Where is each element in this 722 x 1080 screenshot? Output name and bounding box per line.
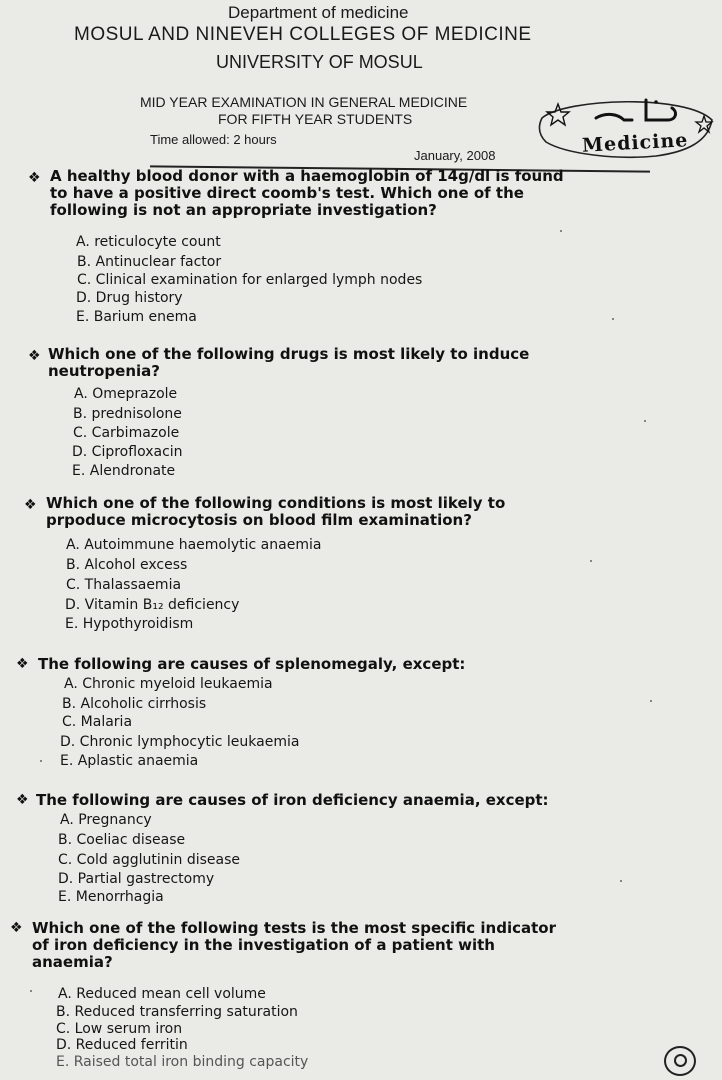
diamond-bullet-icon: ❖	[24, 497, 37, 513]
option-a: A. Pregnancy	[60, 812, 152, 828]
department-name: Department of medicine	[228, 3, 409, 22]
option-d: D. Drug history	[76, 290, 183, 306]
option-d: D. Reduced ferritin	[56, 1037, 188, 1053]
option-b: B. Coeliac disease	[58, 832, 186, 848]
option-e: E. Barium enema	[76, 309, 197, 325]
diamond-bullet-icon: ❖	[16, 792, 29, 808]
option-d: D. Ciprofloxacin	[72, 444, 183, 460]
option-c: C. Thalassaemia	[66, 577, 182, 593]
option-a: A. reticulocyte count	[76, 234, 221, 250]
logo-word: Medicine	[581, 129, 689, 157]
option-d: D. Partial gastrectomy	[58, 871, 215, 887]
option-e: E. Aplastic anaemia	[60, 753, 199, 769]
exam-title: MID YEAR EXAMINATION IN GENERAL MEDICINE	[140, 94, 468, 110]
medicine-logo	[536, 90, 716, 160]
question-text: A healthy blood donor with a haemoglobin of 14g/dl is found to have a positive direct coomb's test. Which one of the following is not an appropriate investigation?	[50, 167, 564, 219]
option-a: A. Autoimmune haemolytic anaemia	[66, 537, 322, 553]
option-b: B. Alcoholic cirrhosis	[62, 696, 207, 712]
option-e: E. Menorrhagia	[58, 889, 164, 905]
option-d: D. Vitamin B₁₂ deficiency	[65, 597, 240, 613]
option-a: A. Omeprazole	[74, 386, 178, 402]
diamond-bullet-icon: ❖	[10, 920, 23, 936]
question-text: Which one of the following conditions is most likely to prpoduce microcytosis on blood film examination?	[46, 494, 506, 529]
option-c: C. Clinical examination for enlarged lymph nodes	[77, 272, 423, 288]
question-text: Which one of the following drugs is most likely to induce neutropenia?	[48, 345, 530, 380]
college-name: MOSUL AND NINEVEH COLLEGES OF MEDICINE	[74, 24, 532, 45]
option-e: E. Raised total iron binding capacity	[56, 1054, 309, 1070]
option-a: A. Chronic myeloid leukaemia	[64, 676, 273, 692]
question-text: The following are causes of splenomegaly, except:	[38, 655, 466, 673]
option-b: B. prednisolone	[73, 406, 182, 422]
option-a: A. Reduced mean cell volume	[58, 986, 266, 1002]
star-icon	[547, 104, 569, 125]
diamond-bullet-icon: ❖	[28, 348, 41, 364]
scan-speck	[620, 880, 622, 882]
scan-speck	[644, 420, 646, 422]
option-b: B. Alcohol excess	[66, 557, 188, 573]
option-c: C. Carbimazole	[73, 425, 180, 441]
university-name: UNIVERSITY OF MOSUL	[216, 52, 423, 72]
time-allowed: Time allowed: 2 hours	[150, 132, 277, 147]
scan-speck	[590, 560, 592, 562]
option-b: B. Reduced transferring saturation	[56, 1004, 298, 1020]
scan-speck	[30, 990, 32, 992]
scan-speck	[650, 700, 652, 702]
scan-speck	[40, 760, 42, 762]
option-e: E. Alendronate	[72, 463, 176, 479]
option-c: C. Malaria	[62, 714, 133, 730]
option-b: B. Antinuclear factor	[77, 254, 222, 270]
option-e: E. Hypothyroidism	[65, 616, 194, 632]
student-year: FOR FIFTH YEAR STUDENTS	[218, 111, 413, 127]
exam-date: January, 2008	[414, 148, 496, 163]
option-c: C. Cold agglutinin disease	[58, 852, 240, 868]
diamond-bullet-icon: ❖	[28, 170, 41, 186]
page-stamp	[664, 1046, 696, 1076]
scan-speck	[560, 230, 562, 232]
question-text: The following are causes of iron deficiency anaemia, except:	[36, 791, 549, 809]
scan-speck	[612, 318, 614, 320]
option-c: C. Low serum iron	[56, 1021, 183, 1037]
question-text: Which one of the following tests is the most specific indicator of iron deficiency in the investigation of a patient with anaemia?	[32, 919, 556, 971]
option-d: D. Chronic lymphocytic leukaemia	[60, 734, 300, 750]
diamond-bullet-icon: ❖	[16, 656, 29, 672]
